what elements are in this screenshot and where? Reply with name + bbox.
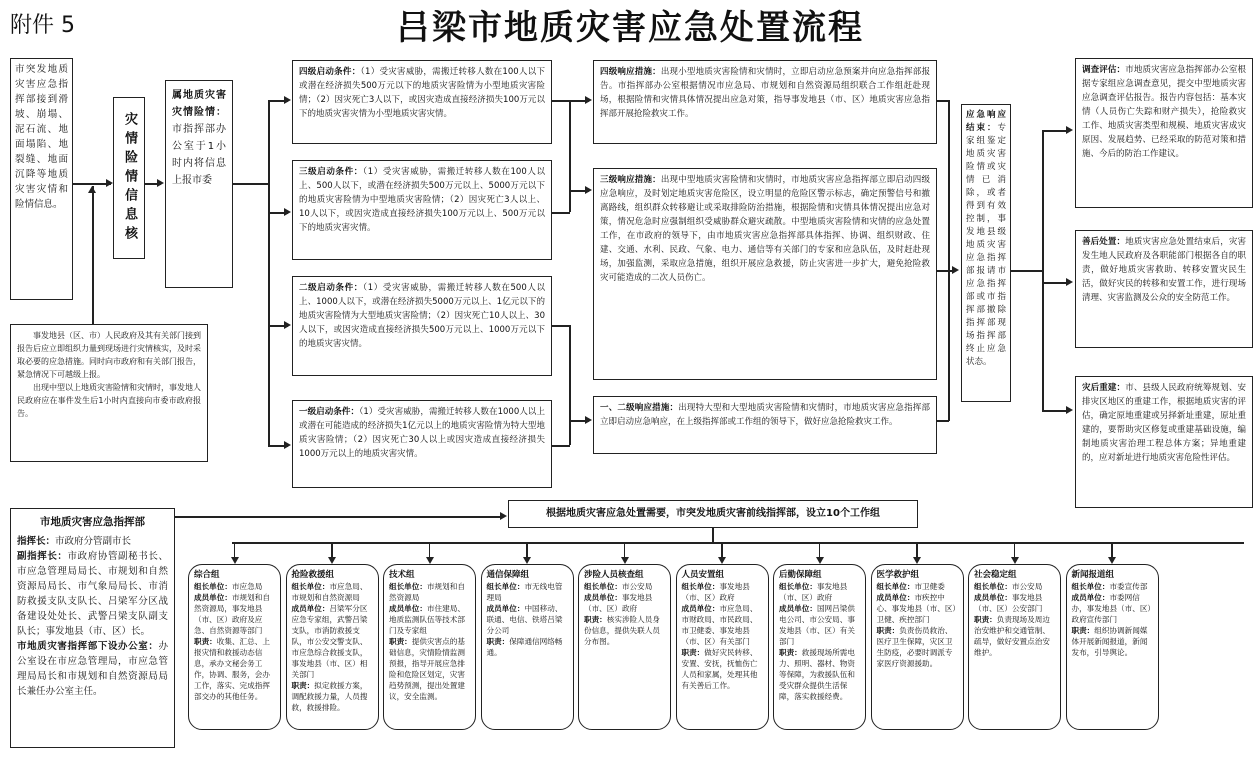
command-box [10,508,175,748]
workgroup-line: 成员单位：市应急局、市财政局、市民政局、市卫健委、事发地县（市、区）有关部门 [681,604,758,646]
page-title: 吕梁市地质灾害应急处置流程 [396,8,864,48]
workgroup-line: 成员单位：市住建局、地质监测队伍等技术部门及专家组 [389,604,465,635]
workgroup-title: 综合组 [194,570,220,580]
response-3-text: 出现中型地质灾害险情和灾情时，市地质灾害应急指挥部立即启动四级应急响应，及时划定地质灾害危险区，设立明显的危险区警示标志，确定预警信号和撤离路线，组织群众转移避让或采取排险防治措施，根据险情和灾情具体情况提出应急对策，情况危急时应强制组织受威胁群众避灾疏散。中型地质灾害险情和灾情的应急处置工作，在市政府的领导下，由市地质灾害应急指挥部具体指挥、协调、组织财政、住建、交通、水利、民政、气象、电力、通信等有关部门的专家和应急队伍，及时赶赴现场，加强监测，采取应急措施，组织开展应急救援，防止灾害进一步扩大，避免抢险救灾可能造成的二次人员伤亡。 [600,175,930,283]
command-line: 市地质灾害指挥部下设办公室：办公室设在市应急管理局，市应急管理局局长和市规划和自然资源局局长兼任办公室主任。 [17,641,168,697]
response-12-label: 一、二级响应措施： [600,403,679,413]
reconstruction-label: 灾后重建： [1082,383,1126,393]
workgroup-line: 成员单位：事发地县（市、区）政府 [584,593,653,613]
workgroup-line: 职责：收集、汇总、上报灾情和救援动态信息，承办文秘会务工作，协调、服务，会办工作，落实、完成指挥部交办的其他任务。 [194,637,270,701]
response-4-box [593,60,937,144]
workgroup-box [481,564,574,730]
workgroup-line: 成员单位：事发地县（市、区）公安部门 [974,593,1043,613]
aftermath-text: 地质灾害应急处置结束后，灾害发生地人民政府及各职能部门根据各自的职责，做好地质灾害救助、转移安置灾民生活，做好灾民的转移和安置工作，进行现场清理、灾害监测及公众的安全防范工作。 [1082,237,1246,303]
aftermath-box [1075,230,1253,348]
response-end-text: 专家组鉴定地质灾害险情或灾情已消除，或者得到有效控制，事发地县级地质灾害应急指挥部报请市应急指挥部或市指挥部撤除指挥部现场指挥部终止应急状态。 [966,123,1006,367]
response-12-box [593,396,937,454]
workgroup-title: 抢险救援组 [291,570,335,580]
workgroup-title: 医学救护组 [876,570,920,580]
workgroup-line: 组长单位：市规划和自然资源局 [389,582,465,602]
level-1-text: （1）受灾害威胁，需搬迁转移人数在1000人以上或潜在可能造成的经济损失1亿元以上的地质灾害险情为特大型地质灾害险情；（2）因灾死亡30人以上或因灾造成直接经济损失1000万元以上的地质灾害灾情。 [299,407,545,459]
workgroup-line: 组长单位：市无线电管理局 [486,582,563,602]
workgroup-box [578,564,671,730]
attachment-label: 附件 5 [10,13,75,38]
workgroup-title: 通信保障组 [486,570,530,580]
report-box [10,324,208,462]
workgroup-line: 组长单位：事发地县（市、区）政府 [681,582,750,602]
workgroup-box [773,564,866,730]
workgroup-line: 职责：提供灾害点的基础信息，灾情险情监测预报，指导开展应急排险和危险区划定，灾害趋势预测，提出处置建议，安全监测。 [389,637,465,701]
workgroup-title: 人员安置组 [681,570,725,580]
command-line: 副指挥长：市政府协管副秘书长、市应急管理局局长、市规划和自然资源局局长、市气象局局长、市消防救援支队支队长、吕梁军分区战备建设处处长、武警吕梁支队副支队长；事发地县（市、区）长。 [17,551,168,637]
workgroup-line: 职责：核实涉险人员身份信息，提供失联人员分布图。 [584,615,660,646]
workgroup-line: 职责：负责伤员救治、医疗卫生保障，灾区卫生防疫，必要时调派专家医疗资源援助。 [876,626,953,668]
level-4-text: （1）受灾害威胁，需搬迁转移人数在100人以下或潜在经济损失500万元以下的地质灾害险情为小型地质灾害险情；（2）因灾死亡3人以下，或因灾造成直接经济损失100万元以下的地质灾害灾情为小型地质灾害灾情。 [299,67,545,119]
workgroup-line: 职责：拟定救援方案，调配救援力量，人员搜救，救援排险。 [291,681,368,712]
workgroup-line: 成员单位：国网吕梁供电公司、市公安局、事发地县（市、区）有关部门 [779,604,855,646]
aftermath-label: 善后处置： [1082,237,1126,247]
investigation-text: 市地质灾害应急指挥部办公室根据专家组应急调查意见，提交中型地质灾害应急调查评估报告。报告内容包括：基本灾情（人员伤亡失踪和财产损失），抢险救灾工作、地质灾害类型和规模、地质灾害成灾原因、发展趋势、已经采取的防范对策和措施、今后的防治工作建议。 [1082,65,1246,159]
level-2-label: 二级启动条件： [299,283,363,293]
workgroup-box [1066,564,1159,730]
level-2-condition [292,276,552,376]
workgroup-title: 新闻报道组 [1071,570,1115,580]
level-3-label: 三级启动条件： [299,167,363,177]
workgroup-title: 涉险人员核查组 [584,570,644,580]
level-3-condition [292,160,552,260]
start-info-text: 市突发地质灾害应急指挥部接到滑坡、崩塌、泥石流、地面塌陷、地裂缝、地面沉降等地质灾害灾情和险情信息。 [15,64,68,210]
workgroup-line: 组长单位：市卫健委 [876,582,945,591]
workgroup-title: 社会稳定组 [974,570,1017,580]
response-end-box [961,104,1011,402]
workgroup-line: 组长单位：事发地县（市、区）政府 [779,582,848,602]
reconstruction-text: 市、县级人民政府统筹规划、安排灾区地区的重建工作，根据地质灾害的评估，确定原地重建或另择新址重建，原址重建的，要帮助灾区修复或重建基础设施，编制地质灾害治理工程总体方案；异地重建的，应对新址进行地质灾害危险性评估。 [1082,383,1246,463]
report-text-2: 出现中型以上地质灾害险情和灾情时，事发地人民政府应在事件发生后1小时内直接向市委市政府报告。 [17,383,201,418]
workgroup-line: 职责：救援现场所需电力、照明、器材、物资等保障，为救援队伍和受灾群众提供生活保障，落实救援经费。 [779,648,855,701]
workgroup-box [676,564,769,730]
level-4-condition [292,60,552,144]
workgroup-box [871,564,964,730]
response-4-text: 出现小型地质灾害险情和灾情时，立即启动应急预案并向应急指挥部报告。市指挥部办公室根据情况市应急局、市规划和自然资源局组织联合工作组赶赴现场，根据险情和灾情具体情况提出应急对策，指导事发地县（市、区）地质灾害应急指挥部开展抢险救灾工作。 [600,67,930,119]
workgroup-line: 成员单位：市委网信办，事发地县（市、区）政府宣传部门 [1071,593,1152,624]
workgroup-line: 职责：保障通信网络畅通。 [486,637,563,657]
info-check-box [113,97,145,259]
level-1-condition [292,400,552,488]
county-report-label: 属地质灾害灾情险情： [172,90,226,118]
workgroup-line: 成员单位：市疾控中心、事发地县（市、区）卫健、疾控部门 [876,593,957,624]
workgroup-box [968,564,1061,730]
report-text-1: 事发地县（区、市）人民政府及其有关部门接到报告后应立即组织力量到现场进行灾情核实，及时采取必要的应急措施。同时向市政府和有关部门报告，紧急情况下可越级上报。 [17,331,201,379]
workgroup-line: 组长单位：市应急局、市规划和自然资源局 [291,582,368,602]
command-line: 指挥长：市政府分管副市长 [17,536,132,547]
workgroup-line: 职责：负责现场及周边治安维护和交通管制、疏导，做好安置点治安维护。 [974,615,1050,657]
investigation-box [1075,58,1253,208]
workgroups-banner [508,500,918,528]
command-title: 市地质灾害应急指挥部 [40,516,145,528]
workgroup-line: 成员单位：市规划和自然资源局，事发地县（市、区）政府及应急、自然资源等部门 [194,593,270,635]
workgroup-line: 成员单位：吕梁军分区应急专家组，武警吕梁支队，市消防救援支队，市公安交警支队、市应急综合救援支队，事发地县（市、区）相关部门 [291,604,368,679]
response-12-text: 出现特大型和大型地质灾害险情和灾情时，市地质灾害应急指挥部立即启动应急响应，在上级指挥部或工作组的领导下，做好应急抢险救灾工作。 [600,403,930,427]
reconstruction-box [1075,376,1253,508]
workgroup-line: 职责：组织协调新闻媒体开展新闻报道，新闻发布，引导舆论。 [1071,626,1148,657]
level-1-label: 一级启动条件： [299,407,360,417]
workgroup-line: 成员单位：中国移动、联通、电信、铁塔吕梁分公司 [486,604,563,635]
workgroup-line: 组长单位：市公安局 [974,582,1043,591]
start-info-box [10,58,73,300]
county-report-box [165,80,233,288]
level-4-label: 四级启动条件： [299,67,361,77]
county-report-text: 市指挥部办公室于1小时内将信息上报市委 [172,124,226,186]
workgroup-box [286,564,379,730]
workgroup-line: 组长单位：市公安局 [584,582,653,591]
response-3-box [593,168,937,380]
workgroup-line: 职责：做好灾民转移、安置、安抚，抚恤伤亡人员和家属，处理其他有关善后工作。 [681,648,758,690]
response-3-label: 三级响应措施： [600,175,661,185]
info-check-label: 灾情险情信息核 [122,111,137,245]
workgroup-line: 组长单位：市委宣传部 [1071,582,1148,591]
workgroups-banner-text: 根据地质灾害应急处置需要，市突发地质灾害前线指挥部，设立10个工作组 [546,508,880,519]
response-end-label: 应急响应结束： [966,110,1006,133]
investigation-label: 调查评估： [1082,65,1126,75]
workgroup-box [188,564,281,730]
response-4-label: 四级响应措施： [600,67,661,77]
workgroup-line: 组长单位：市应急局 [194,582,263,591]
workgroup-title: 技术组 [389,570,415,580]
level-3-text: （1）受灾害威胁，需搬迁转移人数在100人以上、500人以下，或潜在经济损失500万元以上、5000万元以下的地质灾害险情为中型地质灾害险情；（2）因灾死亡3人以上、10人以下，或因灾造成直接经济损失100万元以上、500万元以下的地质灾害灾情。 [299,167,545,233]
workgroup-title: 后勤保障组 [779,570,822,580]
workgroup-box [383,564,476,730]
level-2-text: （1）受灾害威胁，需搬迁转移人数在500人以上、1000人以下，或潜在经济损失5000万元以上、1亿元以下的地质灾害险情为大型地质灾害险情；（2）因灾死亡10人以上、30人以下，或因灾造成直接经济损失500万元以上、1000万元以下的地质灾害灾情。 [299,283,545,349]
